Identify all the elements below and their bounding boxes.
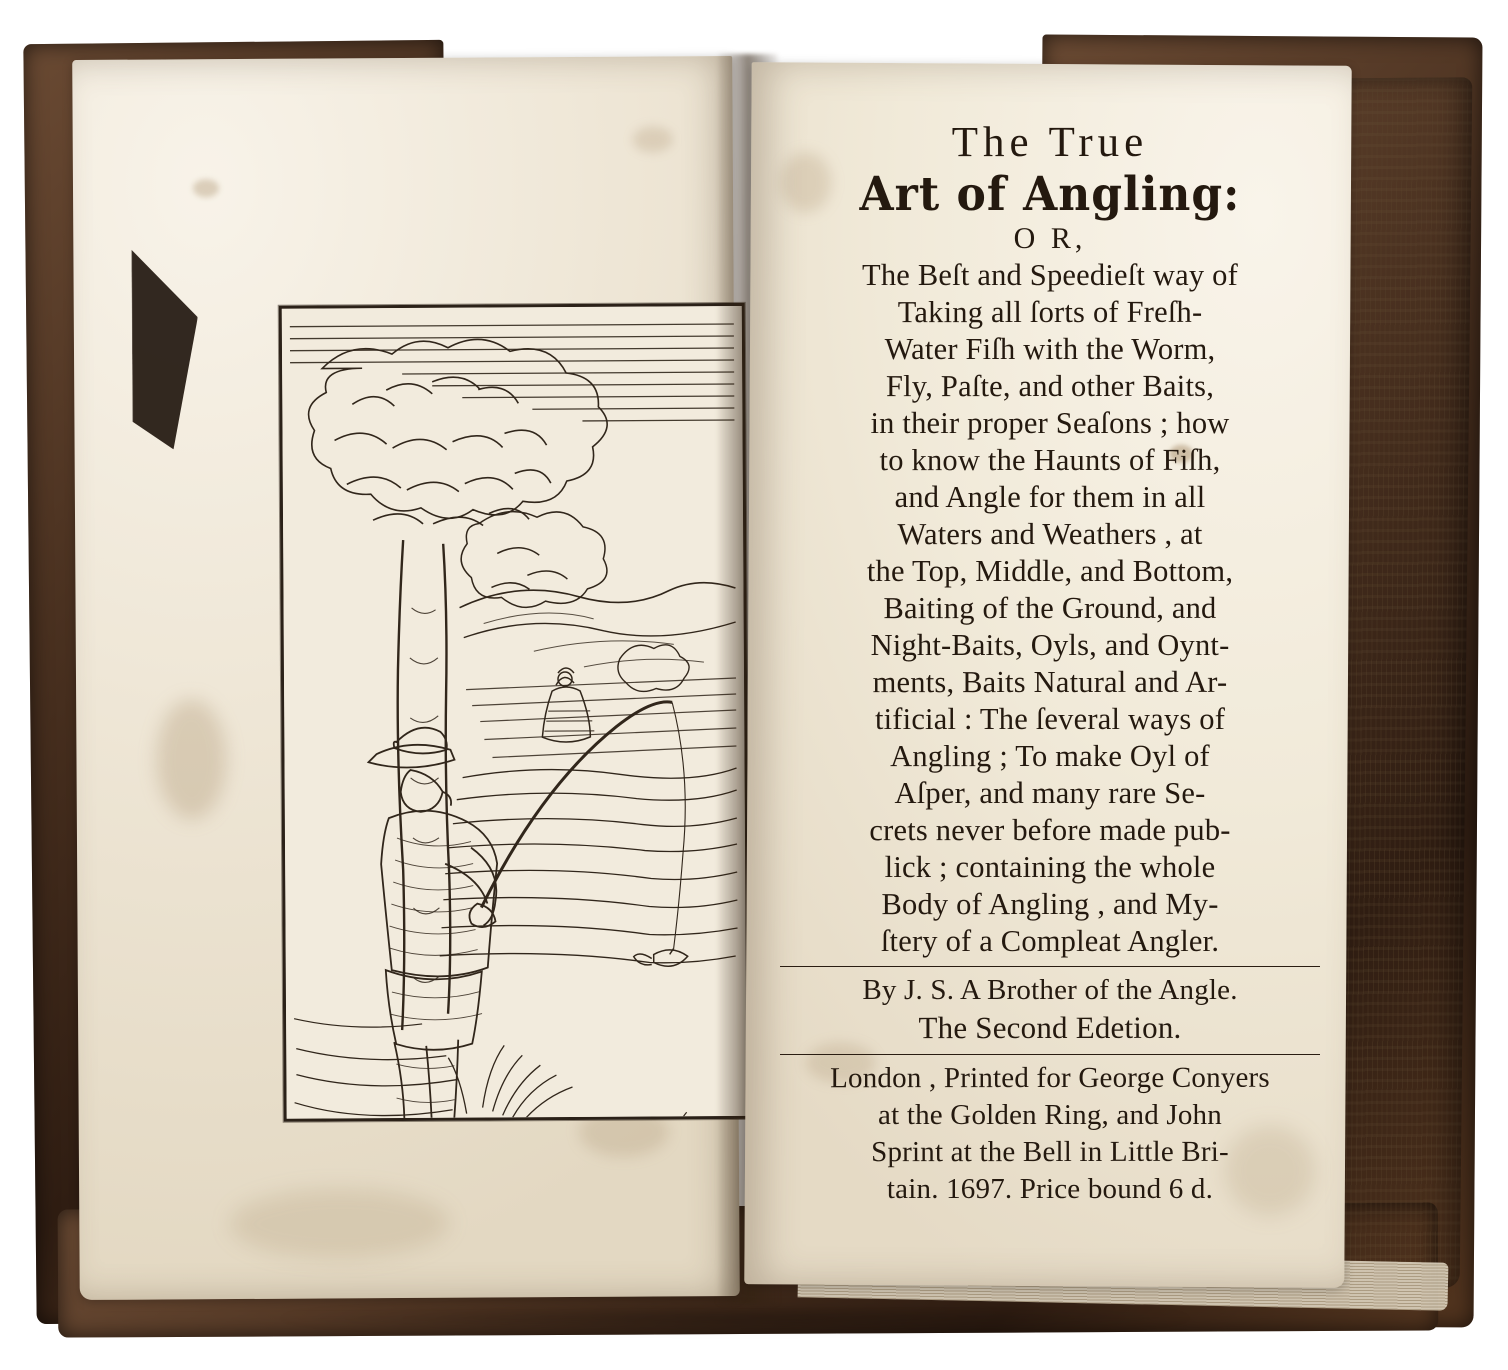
- foxing-spot: [156, 699, 227, 819]
- foxing-spot: [193, 179, 219, 197]
- subtitle-line: Aſper, and many rare Se-: [894, 776, 1206, 810]
- subtitle-line: ments, Baits Natural and Ar-: [872, 664, 1228, 700]
- imprint-line: tain. 1697. Price bound 6 d.: [886, 1173, 1214, 1205]
- subtitle-line: Night-Baits, Oyls, and Oynt-: [870, 628, 1230, 662]
- subtitle-line: Waters and Weathers , at: [897, 516, 1203, 552]
- subtitle-line: lick ; containing the whole: [884, 850, 1216, 884]
- page-damage-hole: [131, 249, 198, 449]
- title-line-3: O R,: [1013, 221, 1087, 256]
- subtitle-line: to know the Haunts of Fiſh,: [879, 442, 1221, 478]
- subtitle-line: tificial : The ſeveral ways of: [874, 702, 1226, 736]
- title-line-2: Art of Angling:: [859, 167, 1241, 222]
- subtitle-line: Fly, Paſte, and other Baits,: [885, 368, 1215, 404]
- subtitle-line: The Beſt and Speedieſt way of: [862, 258, 1238, 292]
- divider-rule: [780, 966, 1320, 967]
- imprint-line: at the Golden Ring, and John: [878, 1099, 1222, 1131]
- edition-line: The Second Edetion.: [918, 1009, 1182, 1046]
- subtitle-line: and Angle for them in all: [894, 480, 1206, 514]
- imprint-line: London , Printed for George Conyers: [830, 1061, 1270, 1095]
- open-book: [28, 28, 1480, 1340]
- woodcut-illustration: [279, 303, 750, 1122]
- foxing-spot: [229, 1188, 449, 1259]
- left-page: [72, 56, 740, 1300]
- imprint-line: Sprint at the Bell in Little Bri-: [871, 1135, 1229, 1169]
- subtitle-line: Water Fiſh with the Worm,: [884, 332, 1216, 366]
- subtitle-line: Baiting of the Ground, and: [883, 590, 1217, 626]
- title-page-text: [770, 118, 1330, 1208]
- divider-rule: [780, 1054, 1320, 1055]
- subtitle-line: in their proper Seaſons ; how: [870, 406, 1230, 440]
- subtitle-line: Body of Angling , and My-: [881, 886, 1219, 922]
- subtitle-line: Angling ; To make Oyl of: [890, 738, 1210, 774]
- subtitle-line: crets never before made pub-: [869, 812, 1231, 848]
- subtitle-line: Taking all ſorts of Freſh-: [897, 294, 1203, 330]
- foxing-spot: [633, 126, 673, 152]
- subtitle-line: ſtery of a Compleat Angler.: [880, 924, 1220, 958]
- subtitle-line: the Top, Middle, and Bottom,: [866, 554, 1234, 588]
- author-line: By J. S. A Brother of the Angle.: [862, 974, 1238, 1006]
- book-shadow: [70, 1300, 1400, 1336]
- title-line-1: The True: [951, 118, 1149, 167]
